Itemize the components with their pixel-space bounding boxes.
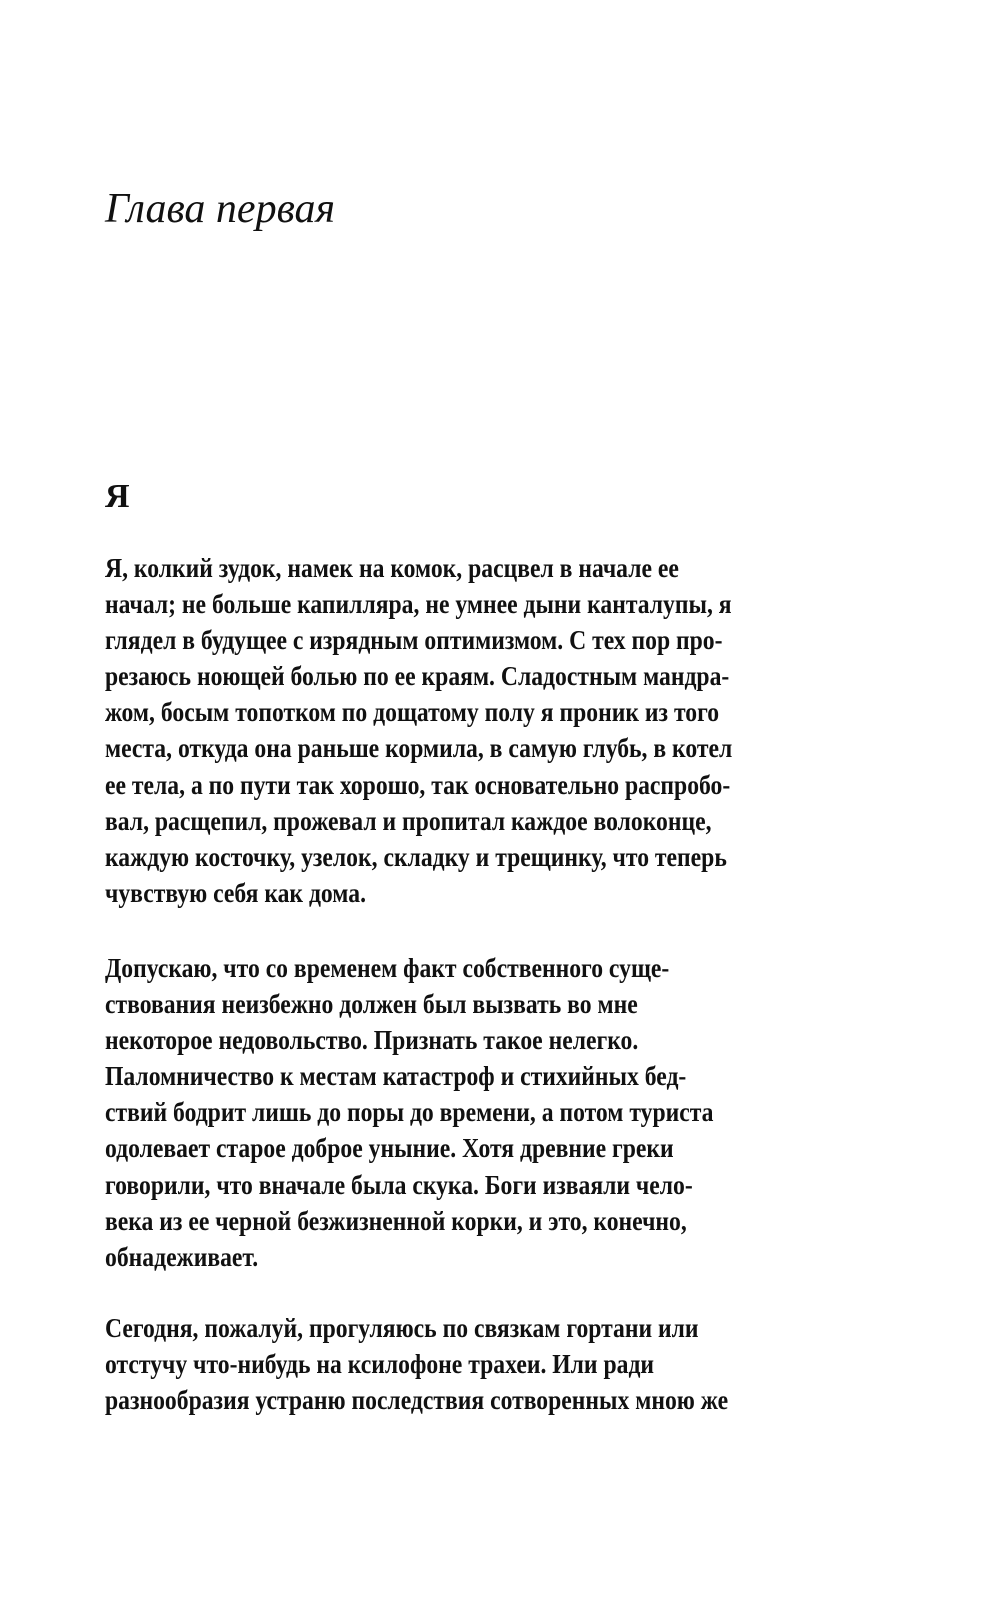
text-line: глядел в будущее с изрядным оптимизмом. С тех пор про- bbox=[105, 624, 723, 656]
text-line: Допускаю, что со временем факт собственного суще- bbox=[105, 952, 670, 983]
text-line: говорили, что вначале была скука. Боги изваяли чело- bbox=[105, 1168, 693, 1200]
chapter-title: Глава первая bbox=[105, 186, 336, 232]
text-line: чувствую себя как дома. bbox=[105, 876, 366, 908]
text-line: отстучу что-нибудь на ксилофоне трахеи. Или ради bbox=[105, 1348, 655, 1380]
text-line: начал; не больше капилляра, не умнее дыни канталупы, я bbox=[105, 588, 732, 620]
text-line: разнообразия устраню последствия сотворенных мною же bbox=[105, 1384, 729, 1416]
text-line: жом, босым топотком по дощатому полу я проник из того bbox=[105, 696, 720, 728]
text-line: Паломничество к местам катастроф и стихийных бед- bbox=[105, 1060, 687, 1092]
text-line: Я, колкий зудок, намек на комок, расцвел в начале ее bbox=[105, 552, 679, 583]
paragraph-1 bbox=[105, 550, 905, 911]
section-heading: Я bbox=[105, 478, 130, 515]
text-line: ствий бодрит лишь до поры до времени, а потом туриста bbox=[105, 1096, 714, 1128]
text-line: некоторое недовольство. Признать такое нелегко. bbox=[105, 1024, 639, 1056]
text-line: одолевает старое доброе уныние. Хотя древние греки bbox=[105, 1132, 674, 1164]
text-line: вал, расщепил, прожевал и пропитал каждое волоконце, bbox=[105, 804, 712, 836]
text-line: каждую косточку, узелок, складку и трещинку, что теперь bbox=[105, 840, 727, 872]
text-line: Сегодня, пожалуй, прогуляюсь по связкам гортани или bbox=[105, 1312, 699, 1343]
text-line: века из ее черной безжизненной корки, и это, конечно, bbox=[105, 1204, 687, 1236]
text-line: резаюсь ноющей болью по ее краям. Сладостным мандра- bbox=[105, 660, 730, 692]
text-line: ее тела, а по пути так хорошо, так основательно распробо- bbox=[105, 768, 731, 800]
text-line: ствования неизбежно должен был вызвать во мне bbox=[105, 988, 638, 1020]
paragraph-2 bbox=[105, 950, 905, 1275]
paragraph-3 bbox=[105, 1310, 905, 1418]
text-line: обнадеживает. bbox=[105, 1240, 259, 1272]
text-line: места, откуда она раньше кормила, в самую глубь, в котел bbox=[105, 732, 733, 764]
